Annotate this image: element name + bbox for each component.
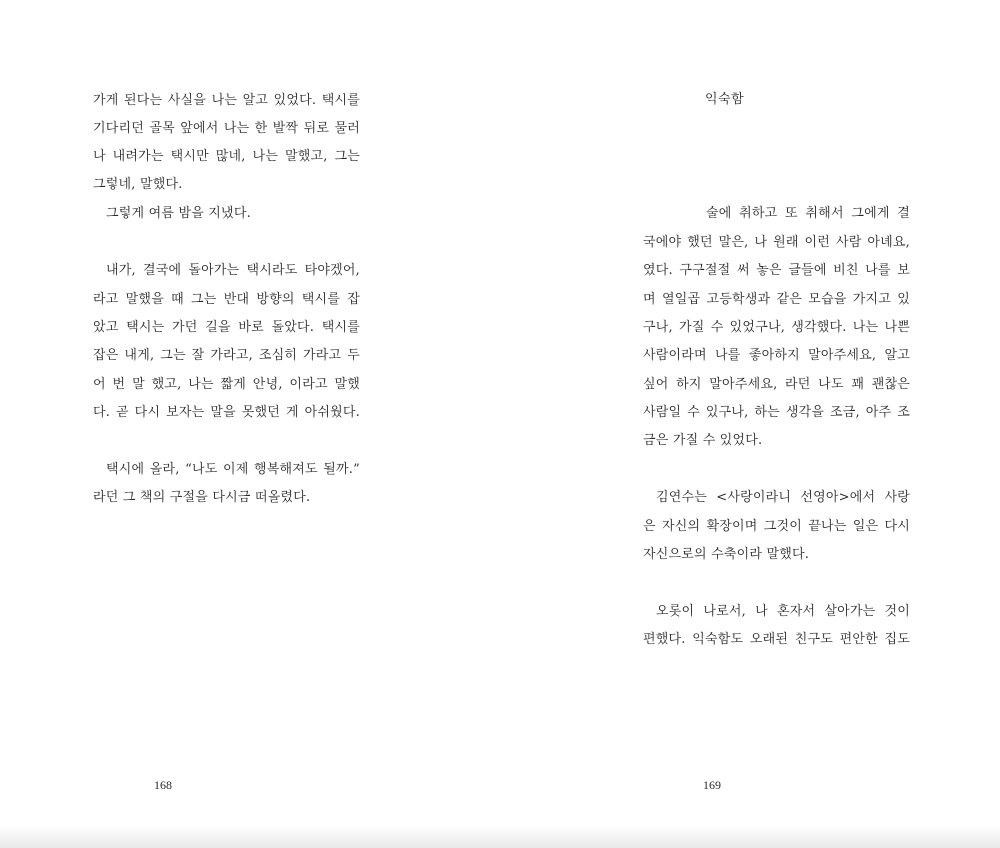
text-line: 편했다. 익숙함도 오래된 친구도 편안한 집도 bbox=[643, 632, 910, 647]
text-line: 가게 된다는 사실을 나는 알고 있었다. 택시를 bbox=[93, 93, 360, 108]
chapter-title: 익숙함 bbox=[705, 92, 745, 107]
text-line: 김연수는 <사랑이라니 선영아>에서 사랑 bbox=[656, 490, 910, 505]
text-line: 금은 가질 수 있었다. bbox=[643, 433, 763, 448]
text-line: 구나, 가질 수 있었구나, 생각했다. 나는 나쁜 bbox=[643, 320, 910, 335]
text-line: 그렇네, 말했다. bbox=[93, 177, 183, 192]
text-line: 은 자신의 확장이며 그것이 끝나는 일은 다시 bbox=[643, 519, 910, 534]
text-line: 싶어 하지 말아주세요, 라던 나도 꽤 괜찮은 bbox=[643, 377, 910, 392]
text-line: 잡은 내게, 그는 잘 가라고, 조심히 가라고 두 bbox=[93, 348, 360, 363]
text-line: 라고 말했을 때 그는 반대 방향의 택시를 잡 bbox=[93, 292, 360, 307]
text-line: 그렇게 여름 밤을 지냈다. bbox=[106, 206, 251, 221]
text-line: 오롯이 나로서, 나 혼자서 살아가는 것이 bbox=[656, 604, 910, 619]
text-line: 였다. 구구절절 써 놓은 글들에 비친 나를 보 bbox=[643, 263, 910, 278]
text-line: 며 열일곱 고등학생과 같은 모습을 가지고 있 bbox=[643, 292, 910, 307]
text-line: 았고 택시는 가던 길을 바로 돌았다. 택시를 bbox=[93, 320, 360, 335]
text-line: 다. 곧 다시 보자는 말을 못했던 게 아쉬웠다. bbox=[93, 405, 360, 420]
page-number: 168 bbox=[154, 778, 172, 792]
text-line: 어 번 말 했고, 나는 짧게 안녕, 이라고 말했 bbox=[93, 377, 360, 392]
text-line: 택시에 올라, “나도 이제 행복해져도 될까.” bbox=[106, 462, 360, 477]
text-line: 술에 취하고 또 취해서 그에게 결 bbox=[706, 206, 910, 221]
page-bottom-shadow bbox=[0, 826, 1000, 848]
page-number: 169 bbox=[703, 778, 721, 792]
text-line: 기다리던 골목 앞에서 나는 한 발짝 뒤로 물러 bbox=[93, 121, 360, 136]
text-line: 나 내려가는 택시만 많네, 나는 말했고, 그는 bbox=[93, 149, 360, 164]
text-line: 사람이라며 나를 좋아하지 말아주세요, 알고 bbox=[643, 348, 910, 363]
text-line: 국에야 했던 말은, 나 원래 이런 사람 아녜요, bbox=[643, 235, 910, 250]
right-page bbox=[500, 0, 1000, 848]
text-line: 사람일 수 있구나, 하는 생각을 조금, 아주 조 bbox=[643, 405, 910, 420]
text-line: 자신으로의 수축이라 말했다. bbox=[643, 547, 810, 562]
text-line: 라던 그 책의 구절을 다시금 떠올렸다. bbox=[93, 490, 311, 505]
text-line: 내가, 결국에 돌아가는 택시라도 타야겠어, bbox=[106, 263, 360, 278]
